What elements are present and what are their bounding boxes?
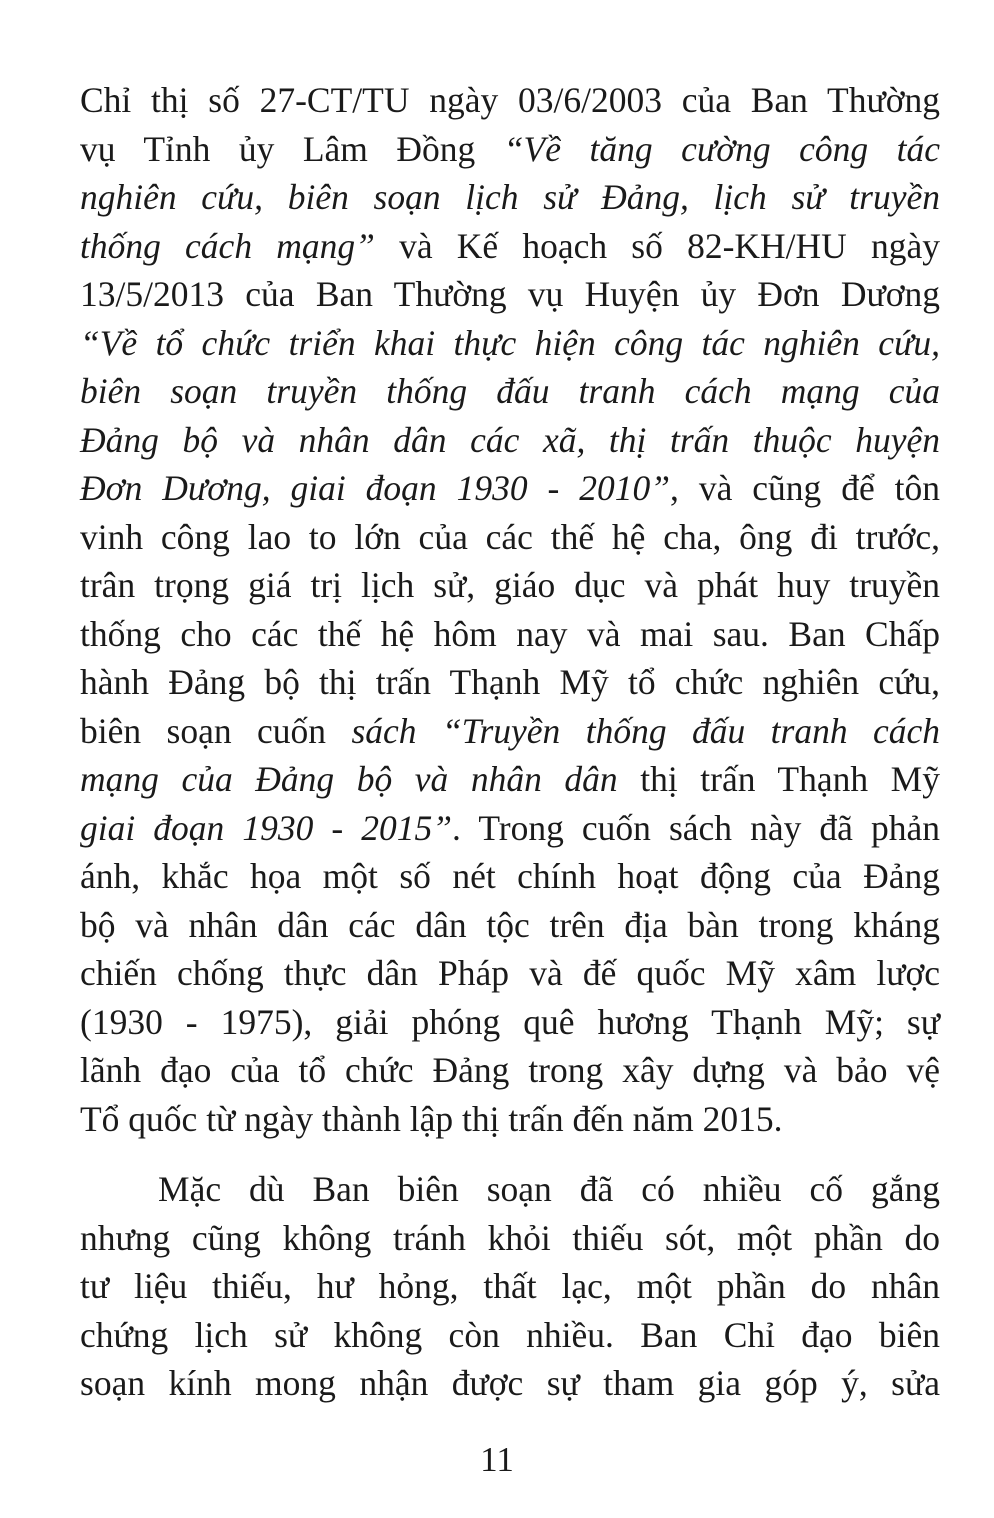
text-line <box>80 1359 940 1408</box>
text-segment: Chỉ thị số 27-CT/TU ngày 03/6/2003 của Ban Thường <box>80 80 940 120</box>
text-line <box>80 561 940 610</box>
paragraph-gap <box>80 1143 940 1165</box>
page-number: 11 <box>480 1440 514 1479</box>
paragraph-1 <box>80 76 940 1143</box>
italic-text: nghiên cứu, biên soạn lịch sử Đảng, lịch sử truyền <box>80 177 940 217</box>
text-line <box>80 852 940 901</box>
text-line <box>80 464 940 513</box>
italic-text: “Về tăng cường công tác <box>503 128 940 169</box>
document-body <box>80 76 940 1408</box>
text-segment: Tổ quốc từ ngày thành lập thị trấn đến năm 2015. <box>80 1098 783 1139</box>
text-line <box>80 658 940 707</box>
text-segment: hành Đảng bộ thị trấn Thạnh Mỹ tổ chức nghiên cứu, <box>80 662 940 702</box>
text-segment: soạn kính mong nhận được sự tham gia góp ý, sửa <box>80 1363 940 1403</box>
italic-text: giai đoạn 1930 - 2015” <box>80 807 453 848</box>
text-line <box>80 416 940 465</box>
text-line <box>80 755 940 804</box>
text-line <box>80 610 940 659</box>
text-segment: , và cũng để tôn <box>670 468 940 508</box>
text-line <box>80 319 940 368</box>
text-line <box>80 1095 940 1144</box>
text-segment: và Kế hoạch số 82-KH/HU ngày <box>374 225 940 266</box>
text-segment: bộ và nhân dân các dân tộc trên địa bàn trong kháng <box>80 904 940 945</box>
text-line <box>80 173 940 222</box>
text-line <box>80 1214 940 1263</box>
italic-text: thống cách mạng” <box>80 225 375 266</box>
text-line <box>80 707 940 756</box>
text-segment: 13/5/2013 của Ban Thường vụ Huyện ủy Đơn Dương <box>80 274 940 314</box>
text-segment: thống cho các thế hệ hôm nay và mai sau. Ban Chấp <box>80 613 940 654</box>
italic-text: biên soạn truyền thống đấu tranh cách mạng của <box>80 371 940 411</box>
text-segment: lãnh đạo của tổ chức Đảng trong xây dựng và bảo vệ <box>80 1050 940 1090</box>
italic-text: “Về tổ chức triển khai thực hiện công tác nghiên cứu, <box>80 322 940 363</box>
text-segment: . Trong cuốn sách này đã phản <box>452 807 940 848</box>
text-segment: vụ Tỉnh ủy Lâm Đồng <box>80 128 504 169</box>
text-segment: chiến chống thực dân Pháp và đế quốc Mỹ xâm lược <box>80 953 940 993</box>
text-segment: vinh công lao to lớn của các thế hệ cha, ông đi trước, <box>80 516 940 557</box>
text-segment: chứng lịch sử không còn nhiều. Ban Chỉ đạo biên <box>80 1314 940 1355</box>
text-segment: biên soạn cuốn <box>80 710 352 751</box>
text-line <box>80 998 940 1047</box>
text-segment: trân trọng giá trị lịch sử, giáo dục và phát huy truyền <box>80 565 940 605</box>
text-line <box>80 367 940 416</box>
text-segment: thị trấn Thạnh Mỹ <box>617 759 940 799</box>
text-line <box>80 804 940 853</box>
text-line <box>80 1311 940 1360</box>
text-line <box>80 1165 940 1214</box>
text-line <box>80 949 940 998</box>
italic-text: sách “Truyền thống đấu tranh cách <box>351 710 941 751</box>
text-line <box>80 125 940 174</box>
text-line <box>80 1262 940 1311</box>
italic-text: Đảng bộ và nhân dân các xã, thị trấn thuộc huyện <box>80 419 940 460</box>
text-line <box>80 901 940 950</box>
text-segment: ánh, khắc họa một số nét chính hoạt động của Đảng <box>80 856 940 896</box>
text-segment: tư liệu thiếu, hư hỏng, thất lạc, một phần do nhân <box>80 1266 940 1306</box>
text-line <box>80 270 940 319</box>
italic-text: Đơn Dương, giai đoạn 1930 - 2010” <box>80 468 671 508</box>
text-line <box>80 76 940 125</box>
paragraph-2 <box>80 1165 940 1408</box>
text-segment: (1930 - 1975), giải phóng quê hương Thạnh Mỹ; sự <box>80 1001 940 1042</box>
text-segment: Mặc dù Ban biên soạn đã có nhiều cố gắng <box>158 1169 940 1209</box>
text-line <box>80 513 940 562</box>
text-line <box>80 1046 940 1095</box>
italic-text: mạng của Đảng bộ và nhân dân <box>80 759 618 799</box>
text-segment: nhưng cũng không tránh khỏi thiếu sót, một phần do <box>80 1217 940 1258</box>
text-line <box>80 222 940 271</box>
